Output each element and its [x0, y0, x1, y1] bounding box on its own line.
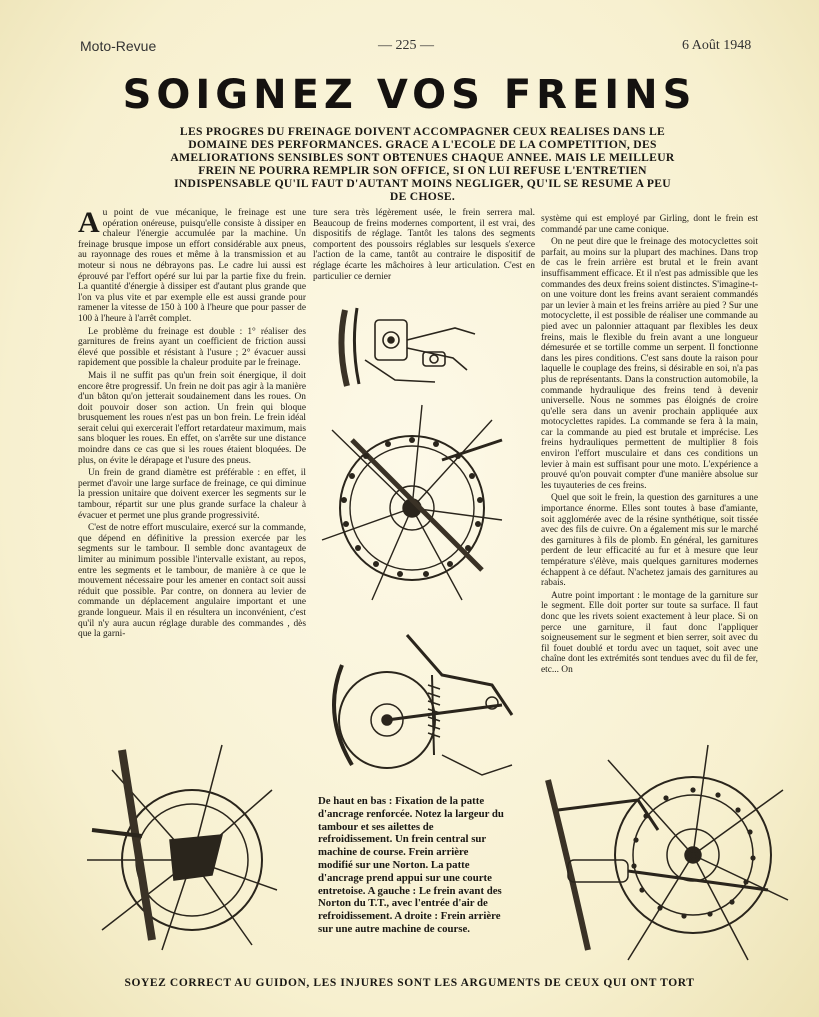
figure-norton-rear-brake	[312, 615, 522, 790]
magazine-name: Moto-Revue	[80, 38, 157, 54]
figure-central-brake	[312, 400, 512, 605]
rear-brake-linkage-sketch-icon	[312, 615, 522, 790]
paragraph: C'est de notre effort musculaire, exercé sur la commande, que dépend en définitive la pression exercée par les segments sur le tambour. Il semble donc avantageux de limiter au minimum possible l'intervalle existant, au repos, entre les segments et le tambour, de manière à ce que le mouvement nécessaire pour les amener en contact soit aussi réduit que possible. Par contre, on donnera au levier de commande un déplacement angulaire important et une grande longueur. Mais il en résultera un inconvénient, c'est qu'il n'y aura aucun réglage durable des commandes , dès que la garni-	[78, 523, 306, 640]
brake-hub-sketch-icon	[335, 300, 485, 392]
paragraph: ture sera très légèrement usée, le frein serrera mal. Beaucoup de freins modernes comportent, il est vrai, des dispositifs de réglage. Tantôt les talons des segments comportent des poussoirs réglables sur lesquels s'exerce l'action de la came, tantôt au contraire le dispositif de réglage écarte les mâchoires à leur articulation. C'est en particulier ce dernier	[313, 208, 535, 282]
article-lead: LES PROGRES DU FREINAGE DOIVENT ACCOMPAGNER CEUX REALISES DANS LE DOMAINE DES PERFORMANCES. GRACE A L'ECOLE DE LA COMPETITION, DES AMELIORATIONS SENSIBLES SONT OBTENUES CHAQUE ANNEE. MAIS LE MEILLEUR FREIN NE POURRA REMPLIR SON OFFICE, SI ON LUI REFUSE L'ENTRETIEN INDISPENSABLE QU'IL FAUT D'AUTANT MOINS NEGLIGER, QU'IL SE RESUME A PEU DE CHOSE.	[170, 125, 675, 203]
paragraph: Quel que soit le frein, la question des garnitures a une importance énorme. Elles sont toutes à base d'amiante, soit agglomérée avec de la résine synthétique, soit tissée avec des fils de cuivre. On a également mis sur le marché des garnitures à fils de plomb. En général, les garnitures perdent de leur efficacité au fur et à mesure que leur température s'élève, mais quelques garnitures modernes échappent à ce défaut. N'achetez jamais des garnitures au rabais.	[541, 493, 758, 589]
figure-anchor-plate	[335, 300, 485, 392]
article-title: SOIGNEZ VOS FREINS	[122, 72, 697, 118]
front-brake-air-scoop-sketch-icon	[82, 740, 282, 955]
paragraph: système qui est employé par Girling, dont le frein est commandé par une came conique.	[541, 214, 758, 235]
drop-cap: A	[78, 208, 100, 239]
paragraph: On ne peut dire que le freinage des motocyclettes soit parfait, au moins sur la plupart des machines. Dans trop de cas le frein arrière est brutal et le frein avant insuffisamment efficace. Et il n'est pas admissible que les commandes des deux freins soient distinctes. S'imagine-t-on une voiture dont les freins avant seraient commandés par un levier à main et les freins arrière au pied ? Sur une motocyclette, il est possible de réaliser une commande au pied avec un palonnier attaquant par flexibles les deux freins, mais le flexible du frein avant a une longueur démesurée et se tortille comme un serpent. Il fonctionne dans les pires conditions. C'est sans doute la raison pour laquelle le couplage des freins, si désirable en soi, n'a pas plus de représentants. Dans la construction automobile, la commande hydraulique des freins tend à devenir universelle. Nous ne sommes pas éloignés de croire qu'elle sera dans un avenir prochain appliquée aux motocyclettes rapides. La commande se fera à la main, car la commande au pied est brutale et imprécise. Les freins hydrauliques permettent de multiplier 8 fois environ l'effort musculaire et dans ces conditions un levier à main est suffisant pour une moto. L'expérience a prouvé qu'on pouvait compter d'une manière absolue sur les tuyauteries de ces freins.	[541, 237, 758, 491]
paragraph: Un frein de grand diamètre est préférable : en effet, il permet d'avoir une large surface de freinage, ce qui diminue la pression unitaire que doivent exercer les segments sur le tambour, répartit sur une plus grande surface la chaleur à évacuer et permet une plus grande progressivité.	[78, 468, 306, 521]
figure-racing-rear-brake	[528, 740, 793, 965]
paragraph: Autre point important : le montage de la garniture sur le segment. Elle doit porter sur toute sa surface. Il faut donc que les rivets soient exactement à leur place. Si on perce une garniture, il faut donc l'appliquer soigneusement sur le segment et bien serrer, soit avec du fil fouet doublé et tordu avec un taquet, soit avec une chaîne dont les extrémités sont tendues avec du fil de fer, etc... On	[541, 590, 758, 675]
footer-motto: SOYEZ CORRECT AU GUIDON, LES INJURES SONT LES ARGUMENTS DE CEUX QUI ONT TORT	[124, 977, 695, 989]
ventilated-drum-sketch-icon	[312, 400, 512, 605]
text-column-2	[313, 208, 535, 300]
paragraph: Le problème du freinage est double : 1° réaliser des garnitures de freins ayant un coefficient de friction aussi élevé que possible et résistant à l'usure ; 2° évacuer aussi rapidement que possible la chaleur produite par le freinage.	[78, 326, 306, 369]
text-column-1	[78, 208, 306, 736]
page-number: — 225 —	[378, 38, 434, 53]
figure-caption: De haut en bas : Fixation de la patte d'ancrage renforcée. Notez la largeur du tambour et ses ailettes de refroidissement. Un frein central sur machine de course. Frein arrière modifié sur une Norton. La patte d'ancrage prend appui sur une courte entretoise. A gauche : Le frein avant des Norton du T.T., avec l'entrée d'air de refroidissement. A droite : Frein arrière sur une autre machine de course.	[318, 795, 504, 935]
finned-rear-hub-sketch-icon	[528, 740, 793, 965]
paragraph: Au point de vue mécanique, le freinage est une opération onéreuse, puisqu'elle consiste à dissiper en chaleur l'énergie accumulée par la machine. Un freinage brusque impose un effort considérable aux pneus, au rayonnage des roues et même à la transmission et au moteur si nous ne débrayons pas. Le cadre lui aussi est éprouvé par l'effort opéré sur lui par la partie fixe du frein. La quantité d'énergie à dissiper est d'autant plus grande que l'on va plus vite et par exemple elle est aussi grande pour ramener la vitesse de 150 à 100 à l'heure que pour passer de 100 à l'heure à l'arrêt complet.	[78, 208, 306, 324]
text-column-3	[541, 214, 758, 742]
figure-norton-tt-front-brake	[82, 740, 282, 955]
issue-date: 6 Août 1948	[682, 38, 752, 53]
paragraph: Mais il ne suffit pas qu'un frein soit énergique, il doit encore être progressif. Un frein ne doit pas agir à la manière d'un bâton qu'on jetterait soudainement dans les roues. On doit pouvoir doser son action. Un frein qui bloque brusquement les roues n'est pas un bon frein. Le frein idéal serait celui qui exercerait l'effort retardateur maximum, mais sans bloquer les roues. En effet, on s'arrête sur une distance moindre dans ce cas que si les roues étaient bloquées. De plus, on évite le dérapage et l'usure des pneus.	[78, 370, 306, 466]
